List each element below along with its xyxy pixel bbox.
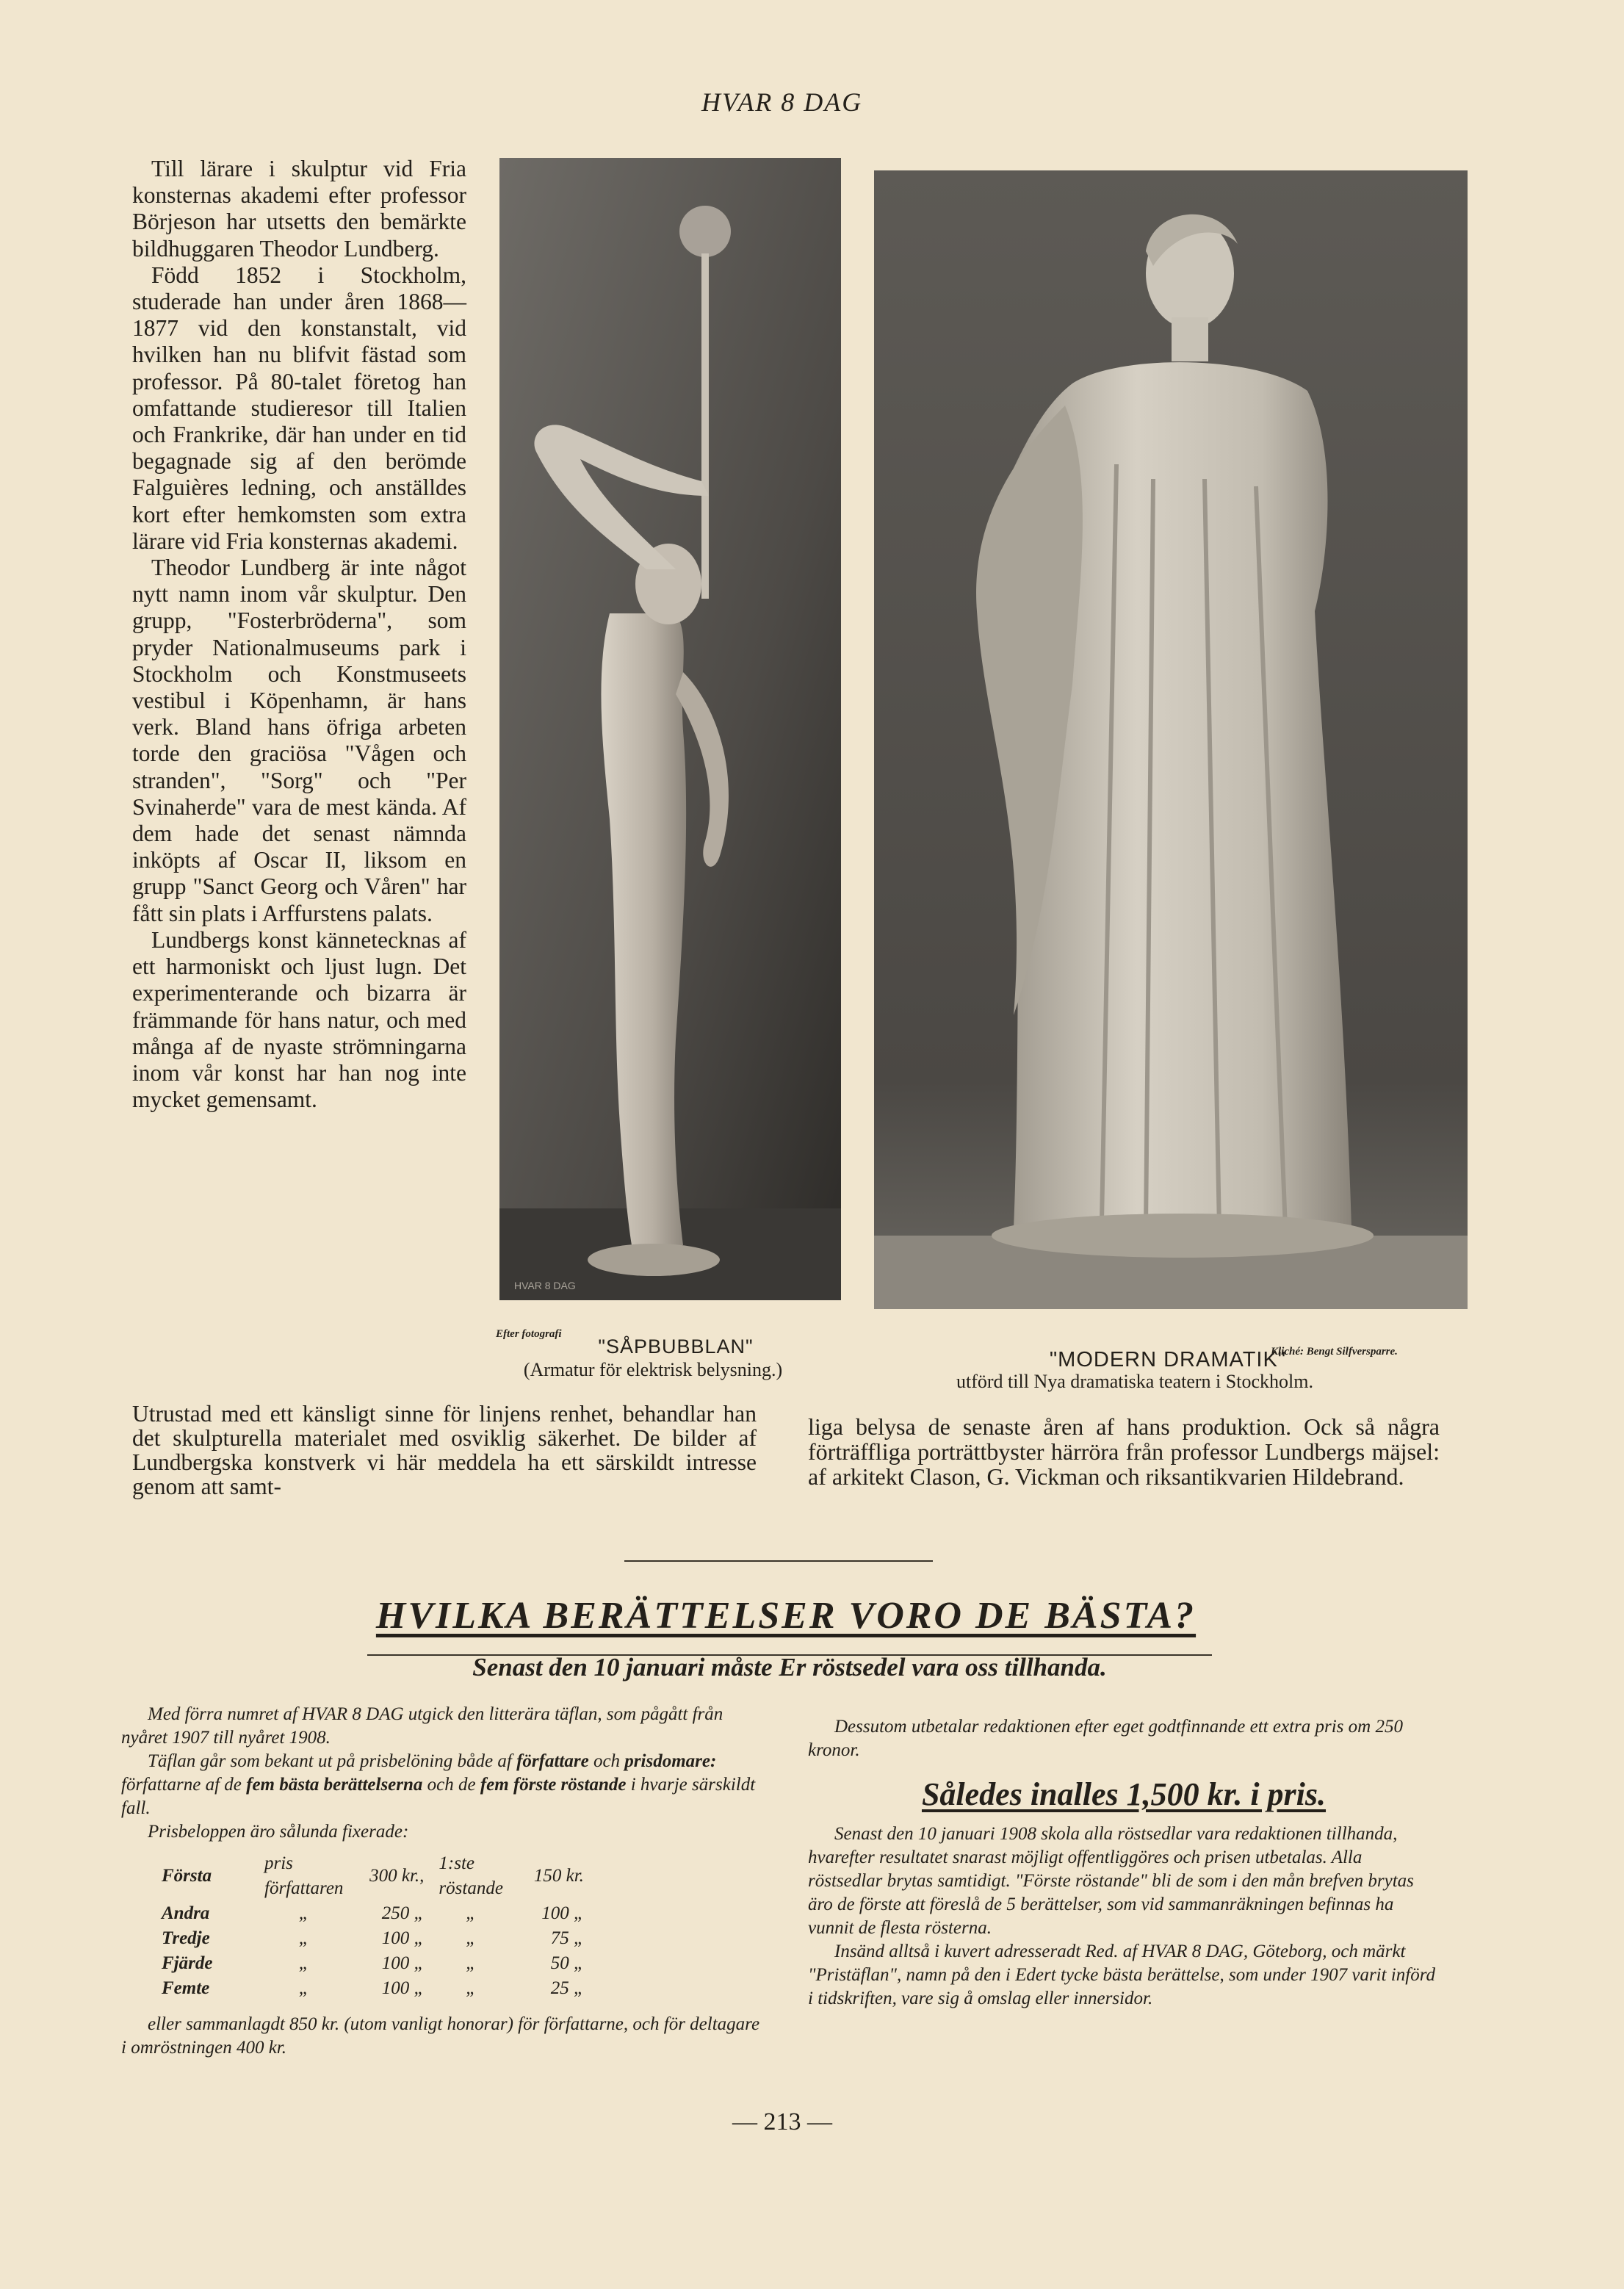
- article-paragraph: Född 1852 i Stockholm, studerade han under åren 1868—1877 vid den konstanstalt, vid hvilken han nu blifvit fästad som professor. På 80-talet företog han omfattande studieresor till Italien och Frankrike, där han under en tid begagnade sig af den berömde Falguières ledning, och anställdes kort efter hemkomsten som extra lärare vid Fria konsternas akademi.: [132, 262, 466, 554]
- prize-total-heading: Således inalles 1,500 kr. i pris.: [921, 1776, 1327, 1812]
- contest-prize-intro: Prisbeloppen äro sålunda fixerade:: [148, 1822, 409, 1842]
- table-row: Första pris författaren 300 kr., 1:ste röstande 150 kr.: [162, 1853, 584, 1898]
- contest-total-note: eller sammanlagdt 850 kr. (utom vanligt honorar) för författarne, och för deltagare i omröstningen 400 kr.: [121, 2014, 760, 2058]
- photo-credit-right: Kliché: Bengt Silfversparre.: [1271, 1346, 1398, 1358]
- contest-intro: Med förra numret af HVAR 8 DAG utgick den litterära täflan, som pågått från nyåret 1907 till nyåret 1908.: [121, 1704, 723, 1748]
- table-row: Femte „ 100 „ „ 25 „: [162, 1978, 584, 1998]
- article-paragraph: Till lärare i skulptur vid Fria konsternas akademi efter professor Börjeson har utsetts den bemärkte bildhuggaren Theodor Lundberg.: [132, 156, 466, 262]
- page-number: — 213 —: [732, 2108, 832, 2135]
- prize-table: [154, 1851, 591, 2001]
- section-divider: [624, 1560, 933, 1562]
- article-continuation-right: liga belysa de senaste åren af hans produktion. Ock så några förträffliga porträttbyster härröra från professor Lundbergs mäjsel: af arkitekt Clason, G. Vickman och riksantikvarien Hildebrand.: [808, 1413, 1440, 1490]
- contest-left-column: [121, 1703, 760, 2060]
- contest-subheading: Senast den 10 januari måste Er röstsedel vara oss tillhanda.: [472, 1653, 1107, 1681]
- contest-rules: Täflan går som bekant ut på prisbelöning både af författare och prisdomare: författarne af de fem bästa berättelserna och de fem förste röstande i hvarje särskildt fall.: [121, 1751, 756, 1818]
- article-continuation-left: Utrustad med ett känsligt sinne för linjens renhet, behandlar han det skulpturella materialet med osviklig säkerhet. De bilder af Lundbergska konstverk vi här meddela ha ett särskildt intresse genom att samt-: [132, 1401, 757, 1499]
- caption-subtitle-sapbubblan: (Armatur för elektrisk belysning.): [523, 1359, 783, 1380]
- photo-credit-left: Efter fotografi: [496, 1328, 562, 1340]
- caption-subtitle-modern-dramatik: utförd till Nya dramatiska teatern i Stockholm.: [956, 1371, 1313, 1392]
- table-row: Tredje „ 100 „ „ 75 „: [162, 1928, 584, 1948]
- photo-modern-dramatik: [874, 170, 1468, 1309]
- extra-prize-note: Dessutom utbetalar redaktionen efter eget godtfinnande ett extra pris om 250 kronor.: [808, 1717, 1403, 1760]
- table-row: Fjärde „ 100 „ „ 50 „: [162, 1953, 584, 1973]
- statue-nude-figure-image: [499, 158, 841, 1300]
- contest-heading: HVILKA BERÄTTELSER VORO DE BÄSTA?: [375, 1595, 1197, 1637]
- running-head: HVAR 8 DAG: [701, 87, 863, 117]
- caption-title-modern-dramatik: "MODERN DRAMATIK": [1049, 1348, 1287, 1371]
- photo-watermark: HVAR 8 DAG: [514, 1280, 576, 1291]
- contest-right-column: [808, 1715, 1440, 2011]
- contest-deadline-paragraph: Senast den 10 januari 1908 skola alla röstsedlar vara redaktionen tillhanda, hvarefter resultatet snarast möjligt offentliggöres och prisen utbetalas. Alla röstsedlar brytas samtidigt. "Förste röstande" bli de som i den mån brefven brytas äro de förste att föreslå de 5 berättelser, som vid sammanräkningen befinnas ha vunnit de flesta rösterna.: [808, 1824, 1414, 1938]
- contest-submission-paragraph: Insänd alltså i kuvert adresseradt Red. af HVAR 8 DAG, Göteborg, och märkt "Pristäflan", namn på den i Edert tycke bästa berättelse, som under 1907 varit införd i tidskriften, vare sig å omslag eller innersidor.: [808, 1942, 1436, 2008]
- statue-draped-woman-image: [874, 170, 1468, 1309]
- article-left-column: [132, 156, 466, 1113]
- article-paragraph: Theodor Lundberg är inte något nytt namn inom vår skulptur. Den grupp, "Fosterbröderna", som pryder Nationalmuseums park i Stockholm och Konstmuseets vestibul i Köpenhamn, är hans verk. Bland hans öfriga arbeten torde den graciösa "Vågen och stranden", "Sorg" och "Per Svinaherde" vara de mest kända. Af dem hade det senast nämnda inköpts af Oscar II, liksom en grupp "Sanct Georg och Våren" har fått sin plats i Arffurstens palats.: [132, 555, 466, 926]
- photo-sapbubblan: [499, 158, 841, 1300]
- article-paragraph: Lundbergs konst kännetecknas af ett harmoniskt och ljust lugn. Det experimenterande och bizarra är främmande för hans natur, och med många af de nyaste strömningarna inom vår konst har han nog inte mycket gemensamt.: [132, 926, 466, 1113]
- table-row: Andra „ 250 „ „ 100 „: [162, 1903, 584, 1923]
- caption-title-sapbubblan: "SÅPBUBBLAN": [598, 1335, 754, 1358]
